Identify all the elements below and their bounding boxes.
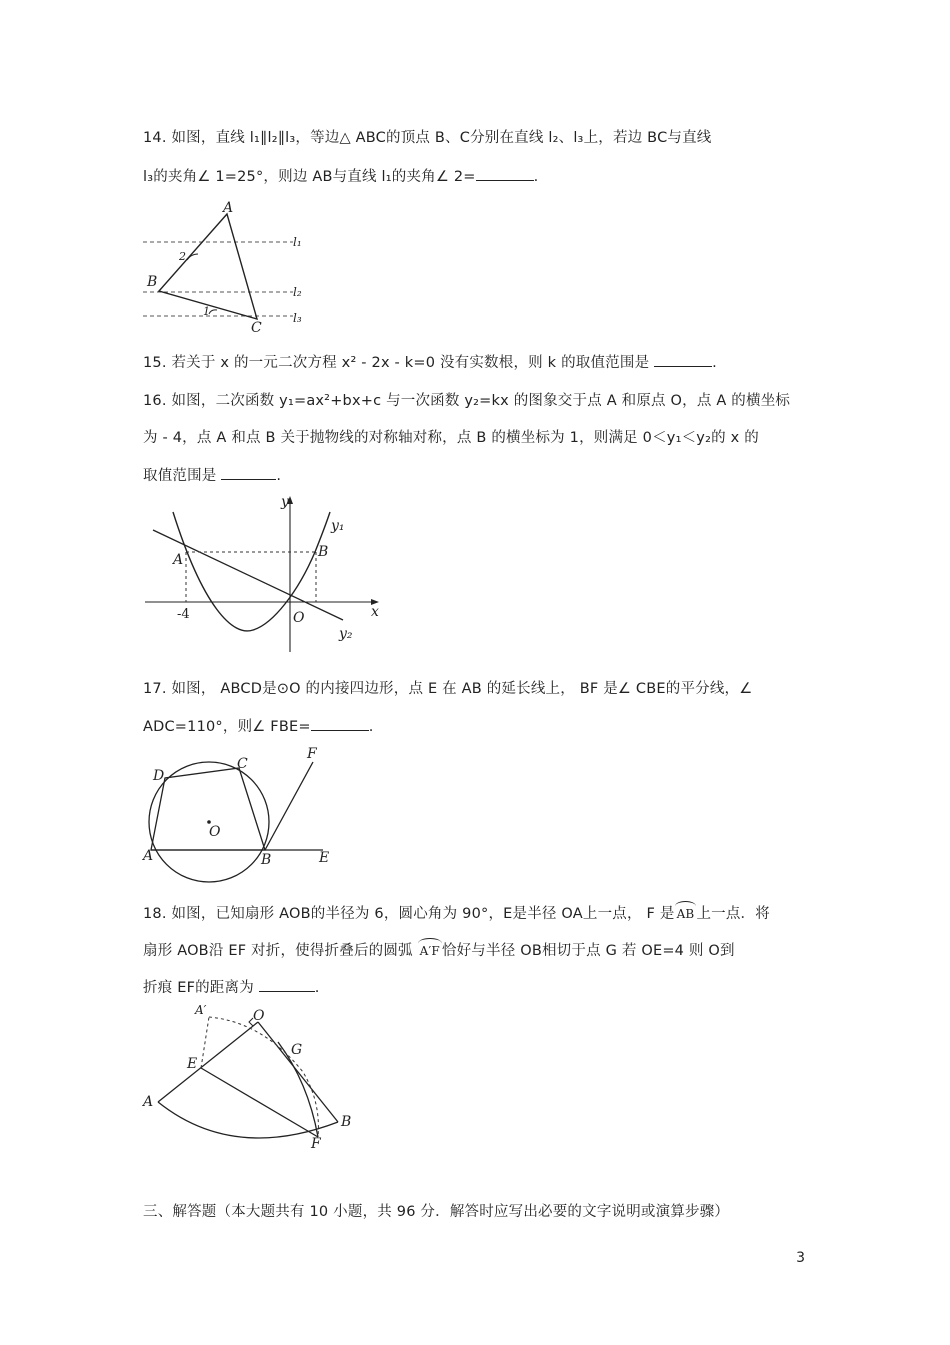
q14-label-l3: l₃	[293, 311, 302, 325]
q18-label-A: A	[143, 1094, 154, 1110]
section-3-heading: 三、解答题（本大题共有 10 小题，共 96 分．解答时应写出必要的文字说明或演算步骤）	[143, 1204, 730, 1220]
q18-label-F: F	[311, 1136, 321, 1152]
q18-line-3: 折痕 EF的距离为 .	[143, 976, 320, 997]
q17-figure	[143, 744, 343, 884]
q14-label-C: C	[251, 320, 262, 336]
q14-answer-blank	[476, 166, 534, 181]
q15-line-1: 15. 若关于 x 的一元二次方程 x² - 2x - k=0 没有实数根，则 k 的取值范围是 .	[143, 351, 717, 372]
q18-figure	[143, 1002, 358, 1152]
q18-arc-AF: A′F	[419, 944, 440, 958]
q18-label-E: E	[187, 1056, 198, 1072]
q14-label-l2: l₂	[293, 285, 302, 299]
q18-label-A-prime: A′	[195, 1003, 207, 1017]
q17-label-F: F	[307, 746, 317, 762]
q16-label-neg4: -4	[177, 607, 190, 622]
q14-label-l1: l₁	[293, 235, 302, 249]
q14-line-2: l₃的夹角∠ 1=25°，则边 AB与直线 l₁的夹角∠ 2= .	[143, 165, 538, 186]
q16-label-A: A	[173, 552, 184, 568]
q14-figure	[143, 198, 313, 336]
q15-answer-blank	[654, 352, 712, 367]
q14-label-B: B	[147, 274, 158, 290]
q18-answer-blank	[259, 977, 315, 992]
q18-line-1: 18. 如图，已知扇形 AOB的半径为 6，圆心角为 90°，E是半径 OA上一点， F 是 AB 上一点．将	[143, 906, 770, 922]
q16-label-y1: y₁	[331, 518, 345, 534]
page-number: 3	[796, 1250, 805, 1266]
q16-line-3: 取值范围是 .	[143, 464, 281, 485]
q17-label-D: D	[153, 768, 165, 784]
q17-label-A: A	[143, 848, 154, 864]
q14-label-angle-1: 1	[203, 305, 210, 318]
q17-label-O: O	[209, 824, 221, 840]
q14-line-1: 14. 如图，直线 l₁∥l₂∥l₃，等边△ ABC的顶点 B、C分别在直线 l₂、l₃上，若边 BC与直线	[143, 130, 712, 146]
q17-answer-blank	[311, 716, 369, 731]
q14-label-A: A	[223, 200, 234, 216]
q18-line-2: 扇形 AOB沿 EF 对折，使得折叠后的圆弧 A′F 恰好与半径 OB相切于点 G 若 OE=4 则 O到	[143, 943, 735, 959]
q18-label-G: G	[291, 1042, 303, 1058]
q16-figure	[143, 492, 388, 662]
q16-label-y-axis: y	[281, 494, 289, 510]
q16-label-B: B	[318, 544, 329, 560]
q17-label-C: C	[237, 756, 248, 772]
q16-answer-blank	[221, 465, 276, 480]
q18-arc-AB: AB	[676, 907, 695, 921]
q16-label-y2: y₂	[339, 626, 353, 642]
q16-label-x-axis: x	[371, 604, 379, 620]
q18-label-O: O	[253, 1008, 265, 1024]
q18-label-B: B	[341, 1114, 352, 1130]
q17-line-2: ADC=110°，则∠ FBE= .	[143, 715, 374, 736]
q16-label-O: O	[293, 610, 305, 626]
q16-line-1: 16. 如图，二次函数 y₁=ax²+bx+c 与一次函数 y₂=kx 的图象交于点 A 和原点 O，点 A 的横坐标	[143, 393, 791, 409]
q16-line-2: 为 - 4，点 A 和点 B 关于抛物线的对称轴对称，点 B 的横坐标为 1，则满足 0＜y₁＜y₂的 x 的	[143, 430, 759, 446]
q17-label-E: E	[319, 850, 330, 866]
q14-label-angle-2: 2	[179, 250, 186, 263]
q17-line-1: 17. 如图， ABCD是⊙O 的内接四边形，点 E 在 AB 的延长线上， BF 是∠ CBE的平分线，∠	[143, 681, 753, 697]
q17-label-B: B	[261, 852, 272, 868]
